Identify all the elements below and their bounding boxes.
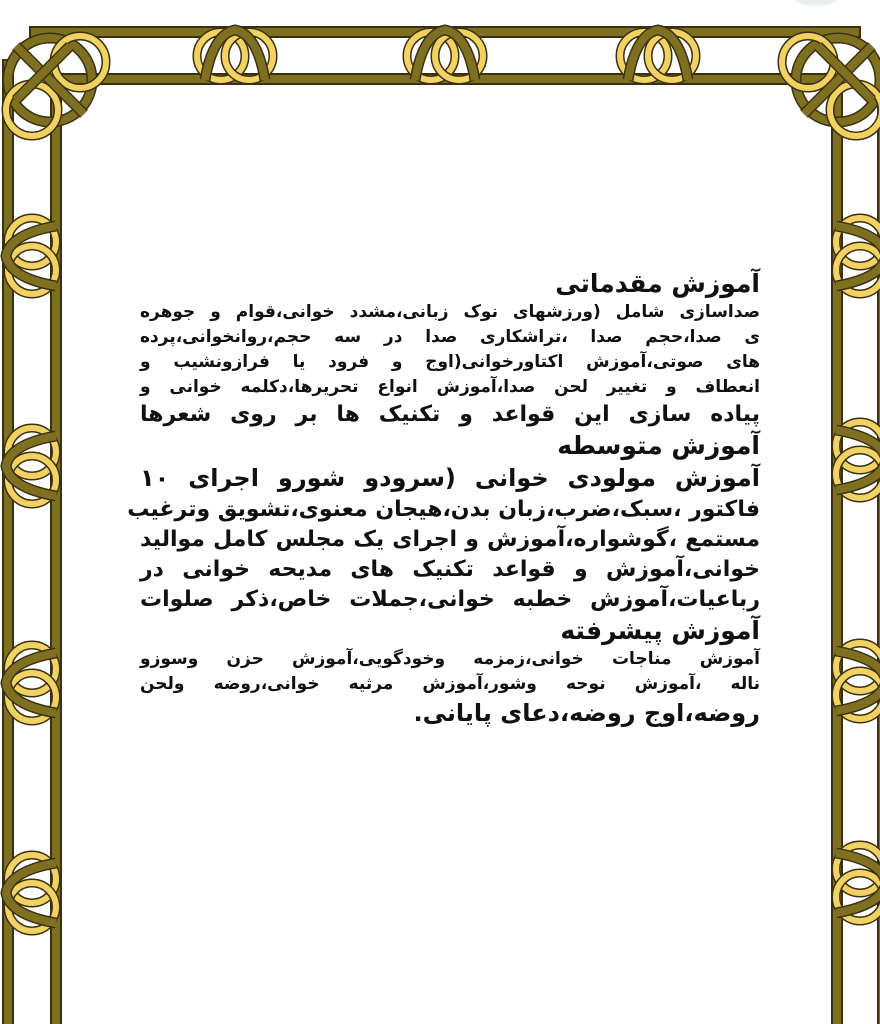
section-heading: آموزش مقدماتی <box>555 269 760 298</box>
text-line: آموزش مناجات خوانی،زمزمه وخودگویی،آموزش حزن وسوزو <box>140 649 760 669</box>
section-advanced <box>140 615 760 730</box>
text-line-emphasis: روضه،اوج روضه،دعای پایانی. <box>413 699 760 727</box>
text-line: انعطاف و تغییر لحن صدا،آموزش انواع تحریرها،دکلمه خوانی و <box>140 377 760 397</box>
text-line: فاکتور ،سبک،ضرب،زبان بدن،هیجان معنوی،تشویق وترغیب <box>127 497 760 522</box>
text-line: ی صدا،حجم صدا ،تراشکاری صدا در سه حجم،روانخوانی،پرده <box>140 327 760 347</box>
course-description <box>127 268 760 730</box>
text-line-emphasis: پیاده سازی این قواعد و تکنیک ها بر روی شعرها <box>140 402 760 427</box>
section-heading: آموزش متوسطه <box>557 431 760 460</box>
text-line-emphasis: آموزش مولودی خوانی (سرودو شورو اجرای ۱۰ <box>140 464 760 492</box>
corner-knots <box>6 36 880 136</box>
text-line: مستمع ،گوشواره،آموزش و اجرای یک مجلس کامل موالید <box>140 527 760 552</box>
text-line: های صوتی،آموزش اکتاورخوانی(اوج و فرود یا فرازونشیب و <box>140 352 760 372</box>
text-line: ناله ،آموزش نوحه وشور،آموزش مرثیه خوانی،روضه ولحن <box>140 674 760 694</box>
text-line: خوانی،آموزش و قواعد تکنیک های مدیحه خوانی در <box>140 557 760 582</box>
section-intermediate <box>127 430 760 615</box>
section-heading: آموزش پیشرفته <box>560 616 760 645</box>
text-line: رباعیات،آموزش خطبه خوانی،جملات خاص،ذکر صلوات <box>140 587 760 612</box>
section-beginner <box>140 268 760 430</box>
text-line: صداسازی شامل (ورزشهای نوک زبانی،مشدد خوانی،قوام و جوهره <box>140 302 760 322</box>
